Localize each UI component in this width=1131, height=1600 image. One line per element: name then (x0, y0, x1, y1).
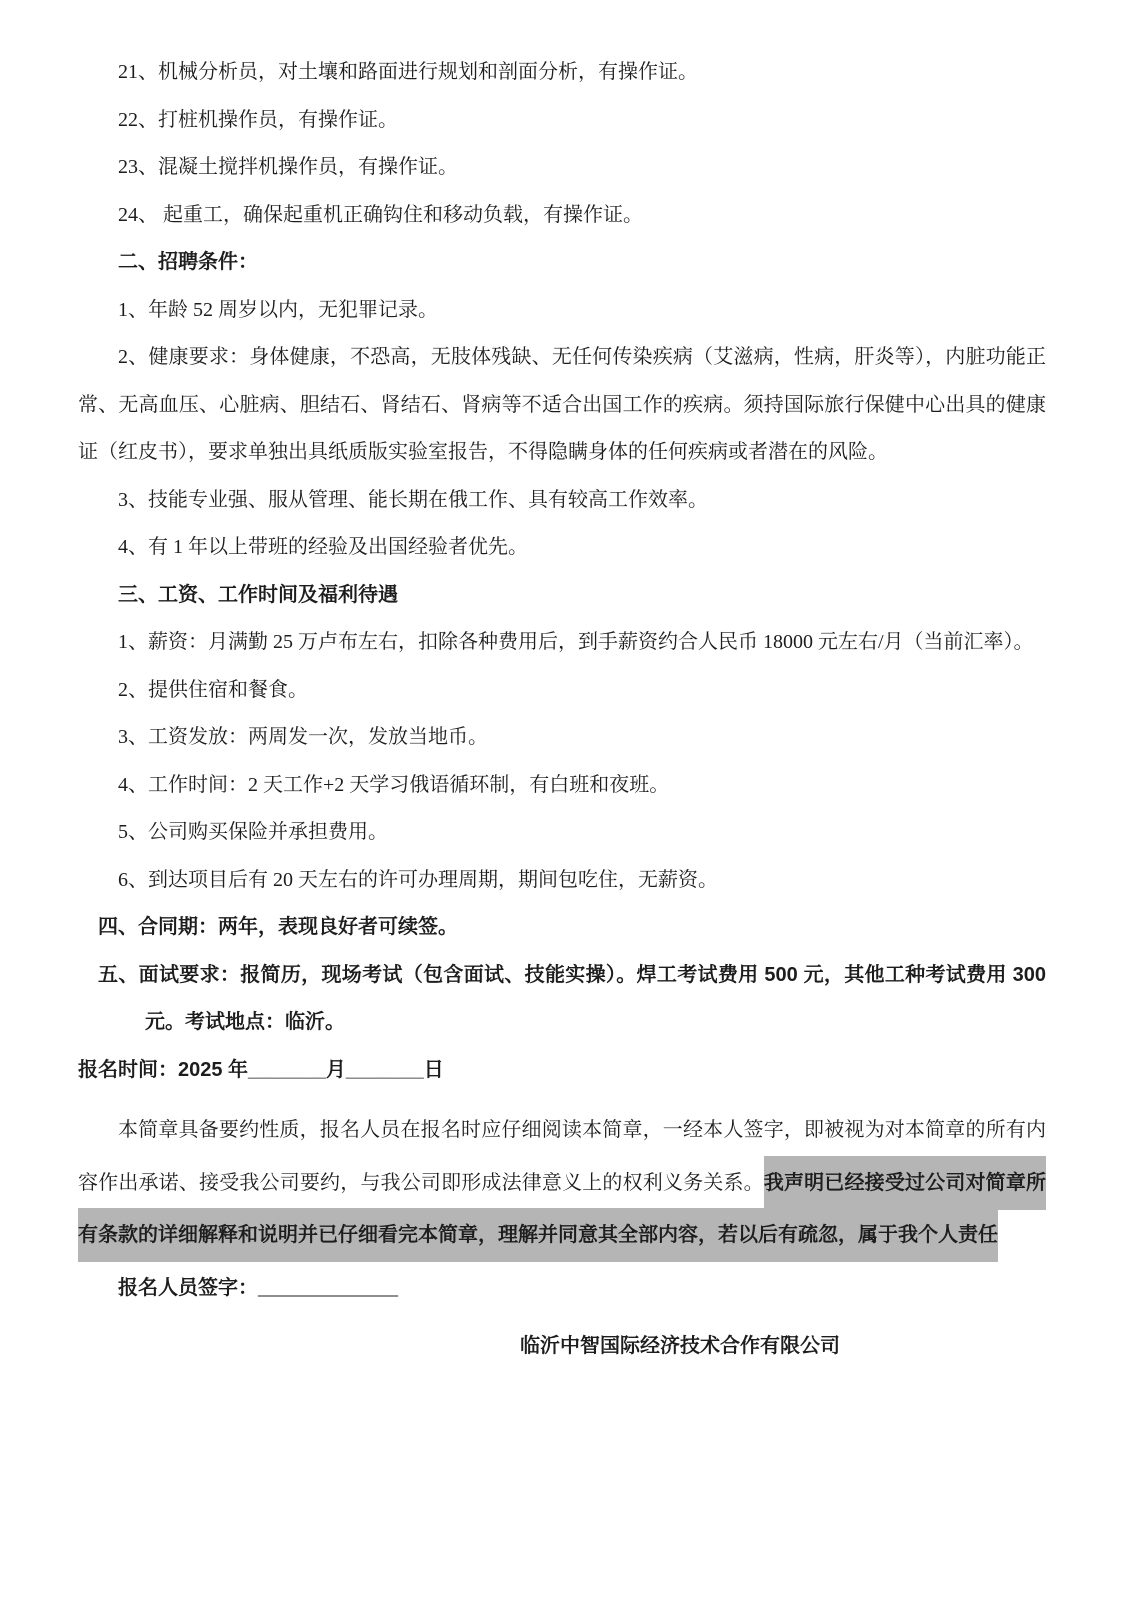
company-row (78, 1320, 1046, 1373)
welfare-3: 3、工资发放：两周发一次，发放当地币。 (118, 726, 488, 748)
signup-date-line: 报名时间：2025 年_______月_______日 (78, 1058, 444, 1081)
condition-1: 1、年龄 52 周岁以内，无犯罪记录。 (118, 298, 438, 321)
job-item-23: 23、混凝土搅拌机操作员，有操作证。 (118, 156, 458, 178)
section-4-contract: 四、合同期：两年，表现良好者可续签。 (98, 916, 458, 938)
job-item-21: 21、机械分析员，对土壤和路面进行规划和剖面分析，有操作证。 (118, 61, 698, 83)
welfare-4: 4、工作时间：2 天工作+2 天学习俄语循环制，有白班和夜班。 (118, 773, 670, 796)
declaration-highlighted-text: 我声明已经接受过公司对简章所有条款的详细解释和说明并已仔细看完本简章，理解并同意其全部内容，若以后有疏忽，属于我个人责任 (78, 1156, 1046, 1263)
job-item-24: 24、 起重工，确保起重机正确钩住和移动负载，有操作证。 (118, 203, 643, 226)
condition-3: 3、技能专业强、服从管理、能长期在俄工作、具有较高工作效率。 (118, 488, 708, 511)
condition-2: 2、健康要求：身体健康，不恐高，无肢体残缺、无任何传染疾病（艾滋病，性病，肝炎等），内脏功能正常、无高血压、心脏病、胆结石、肾结石、肾病等不适合出国工作的疾病。须持国际旅行保健中心出具的健康证（红皮书），要求单独出具纸质版实验室报告，不得隐瞒身体的任何疾病或者潜在的风险。 (78, 346, 1046, 463)
section-5-interview: 五、面试要求：报简历，现场考试（包含面试、技能实操）。焊工考试费用 500 元，其他工种考试费用 300 元。考试地点：临沂。 (98, 963, 1046, 1033)
document-body (78, 49, 1046, 1094)
welfare-6: 6、到达项目后有 20 天左右的许可办理周期，期间包吃住，无薪资。 (118, 868, 718, 891)
section-3-heading: 三、工资、工作时间及福利待遇 (118, 583, 398, 606)
welfare-5: 5、公司购买保险并承担费用。 (118, 821, 388, 843)
section-2-heading: 二、招聘条件： (118, 251, 258, 273)
job-item-22: 22、打桩机操作员，有操作证。 (118, 108, 398, 131)
declaration-paragraph (78, 1104, 1046, 1262)
condition-4: 4、有 1 年以上带班的经验及出国经验者优先。 (118, 536, 528, 558)
company-name: 临沂中智国际经济技术合作有限公司 (520, 1335, 840, 1357)
signature-label: 报名人员签字： (118, 1276, 258, 1299)
declaration-text: 本简章具备要约性质，报名人员在报名时应仔细阅读本简章，一经本人签字，即被视为对本简章的所有内容作出承诺、接受我公司要约，与我公司即形成法律意义上的权利义务关系。 (78, 1119, 1046, 1194)
welfare-1: 1、薪资：月满勤 25 万卢布左右，扣除各种费用后，到手薪资约合人民币 18000 元左右/月（当前汇率）。 (118, 631, 1034, 653)
welfare-2: 2、提供住宿和餐食。 (118, 678, 308, 701)
signature-line: ______________ (258, 1276, 398, 1299)
signature-row (78, 1262, 1046, 1315)
